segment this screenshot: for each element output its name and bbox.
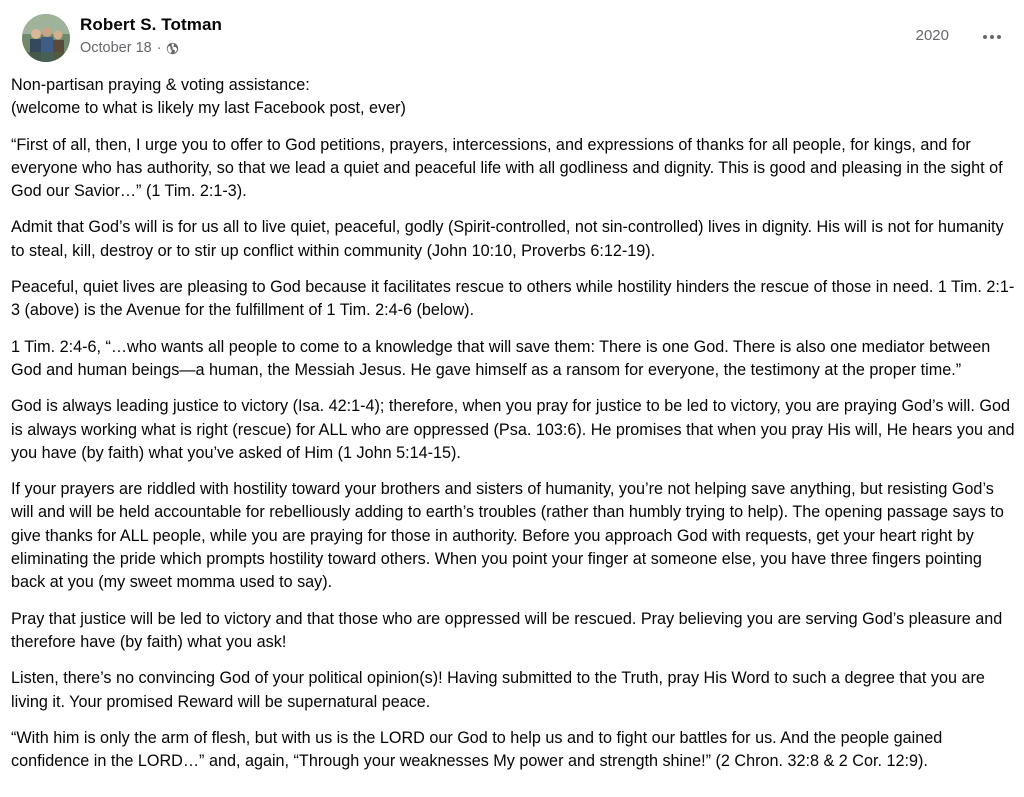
post-paragraph: “With him is only the arm of flesh, but with us is the LORD our God to help us and to fight our battles for us. And the people gained confidence in the LORD…” and, again, “Through your weaknesses My power and strength shine!” (2 Chron. 32:8 & 2 Cor. 12:9). [11,728,943,771]
globe-icon[interactable] [166,42,179,55]
more-options-icon[interactable] [980,25,1004,49]
post-paragraph: Listen, there’s no convincing God of your political opinion(s)! Having submitted to the Truth, pray His Word to such a degree that you are living it. Your promised Reward will be supernatural peace. [11,669,985,711]
post-paragraph: Non-partisan praying & voting assistance: (welcome to what is likely my last Facebook post, ever) [11,76,406,118]
post-paragraph: God is always leading justice to victory (Isa. 42:1-4); therefore, when you pray for justice to be led to victory, you are praying God’s will. God is always working what is right (rescue) for ALL who are oppressed (Psa. 103:6). He promises that when you pray His will, He hears you and you have (by faith) what you’ve asked of Him (1 John 5:14-15). [11,397,1015,462]
year-badge: 2020 [915,27,949,44]
post-paragraph: Peaceful, quiet lives are pleasing to God because it facilitates rescue to others while hostility hinders the rescue of those in need. 1 Tim. 2:1-3 (above) is the Avenue for the fulfillment of 1 Tim. 2:4-6 (below). [11,278,1015,320]
post-date[interactable]: October 18 [80,40,152,56]
post-paragraph: If your prayers are riddled with hostility toward your brothers and sisters of humanity, you’re not helping save anything, but resisting God’s will and will be held accountable for rebelliously adding to earth’s troubles (rather than humbly trying to help). The opening passage says to give thanks for ALL people, while you are praying for those in authority. Before you approach God with requests, get your heart right by eliminating the pride which prompts hostility toward others. When you point your finger at someone else, you have three fingers pointing back at you (my sweet momma used to say). [11,480,1004,592]
post-body [11,74,1019,786]
avatar-photo [22,14,70,62]
post-paragraph: Admit that God’s will is for us all to live quiet, peaceful, godly (Spirit-controlled, not sin-controlled) lives in dignity. His will is not for humanity to steal, kill, destroy or to stir up conflict within community (John 10:10, Proverbs 6:12-19). [11,218,1004,260]
post-paragraph: 1 Tim. 2:4-6, “…who wants all people to come to a knowledge that will save them: There is one God. There is also one mediator between God and human beings—a human, the Messiah Jesus. He gave himself as a ransom for everyone, the testimony at the proper time.” [11,337,991,379]
post-paragraph: Pray that justice will be led to victory and that those who are oppressed will be rescued. Pray believing you are serving God’s pleasure and therefore have (by faith) what you ask! [11,609,1003,651]
author-name[interactable]: Robert S. Totman [80,15,223,34]
post-meta [80,40,179,56]
author-avatar[interactable] [22,14,70,62]
meta-separator: · [156,40,162,56]
post-paragraph: “First of all, then, I urge you to offer to God petitions, prayers, intercessions, and expressions of thanks for all people, for kings, and for everyone who has authority, so that we lead a quiet and peaceful life with all godliness and dignity. This is good and pleasing in the sight of God our Savior…” (1 Tim. 2:1-3). [11,135,1003,201]
post-header [11,0,1024,62]
